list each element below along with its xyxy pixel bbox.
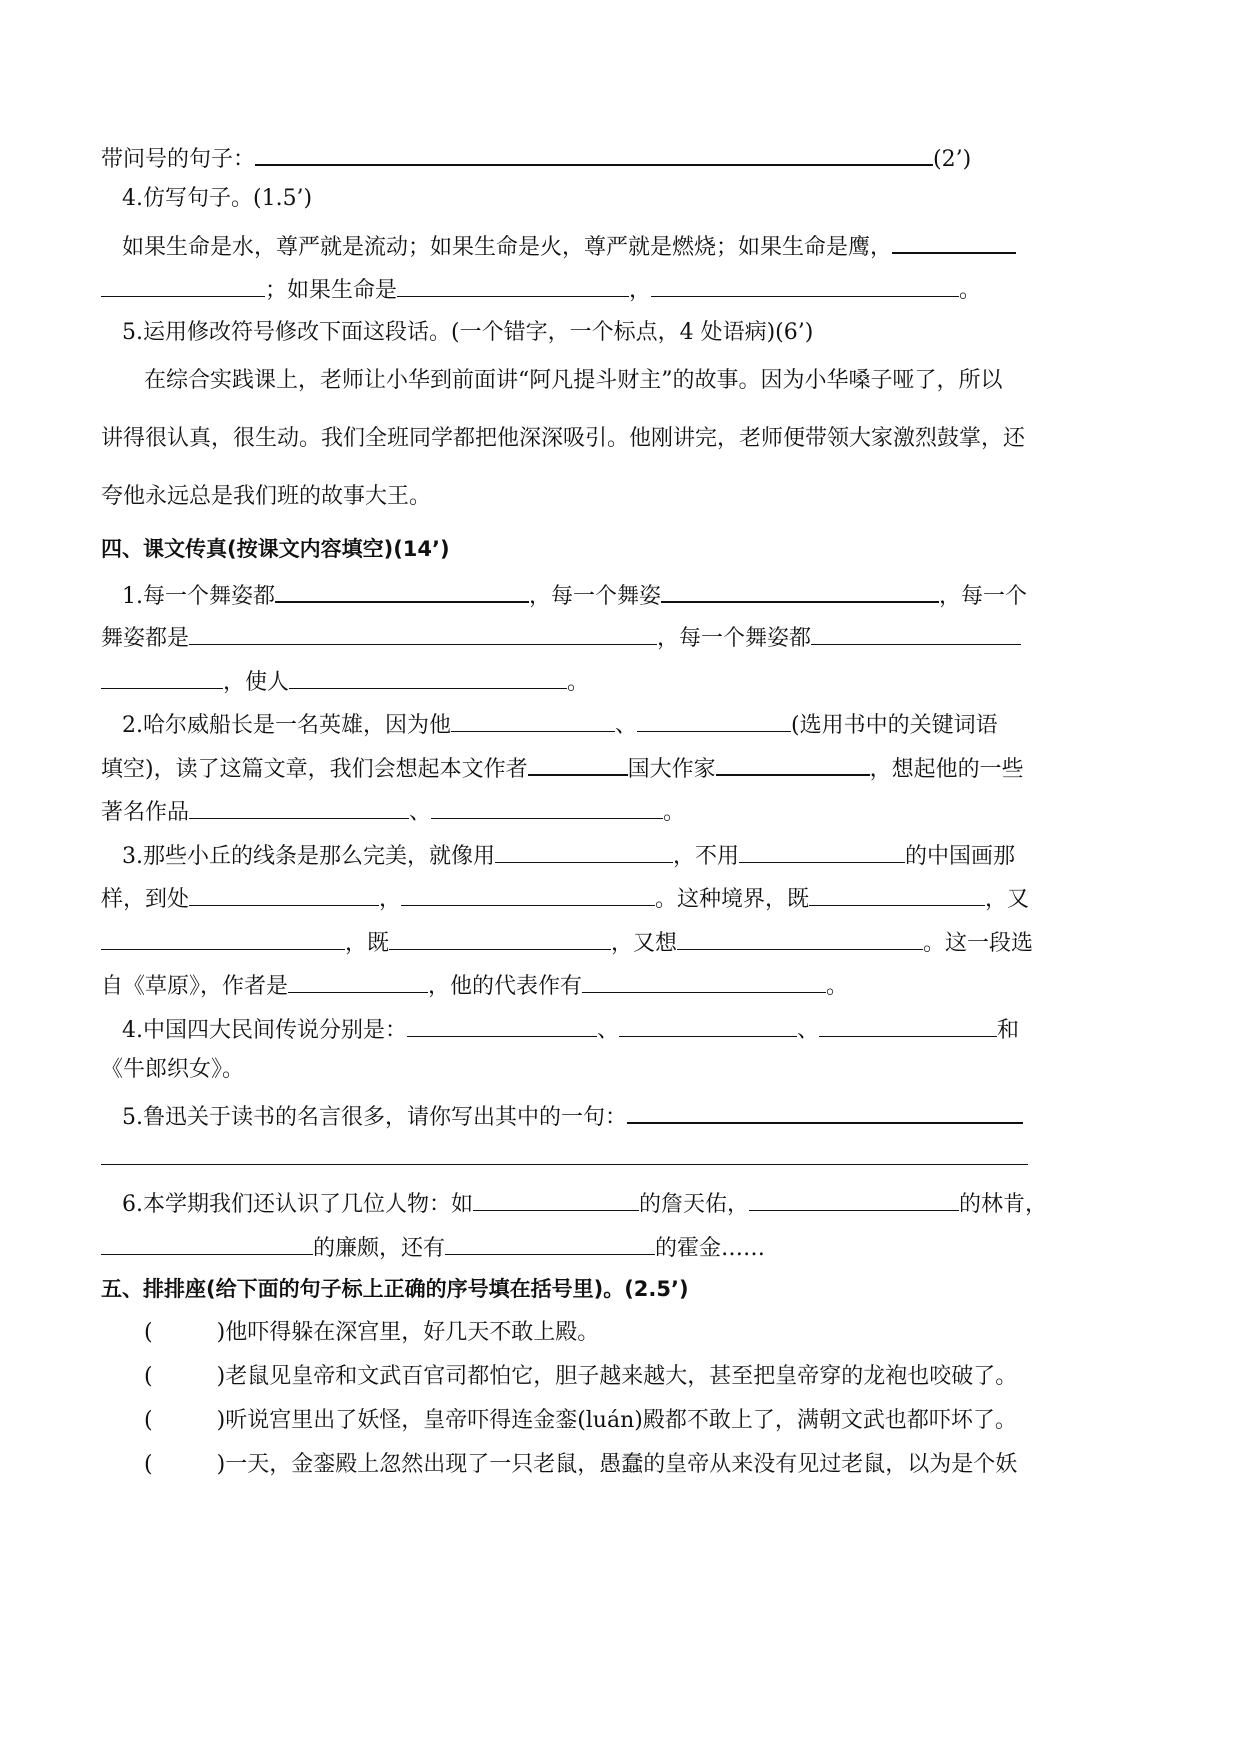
answer-blank[interactable] [397,272,629,297]
question-text: 国大作家 [627,757,716,782]
question-title: 4.仿写句子。(1.5’) [122,186,313,211]
sentence-text: 听说宫里出了妖怪，皇帝吓得连金銮(luán)殿都不敢上了，满朝文武也都吓坏了。 [225,1408,1017,1433]
answer-blank[interactable] [892,228,1016,254]
question-text: 。 [663,800,686,825]
question-text: ，不用 [673,844,740,869]
answer-blank[interactable] [661,577,939,603]
question-text: 、 [615,713,638,738]
question-text: 、 [409,800,432,825]
question-text: 和 [997,1018,1020,1043]
question-row [101,1230,765,1260]
answer-blank[interactable] [619,1012,797,1037]
paren-open: ( [144,1408,153,1433]
paragraph-line: 在综合实践课上，老师让小华到前面讲“阿凡提斗财主”的故事。因为小华嗓子哑了，所以 [144,368,1003,393]
question-text: 自《草原》，作者是 [101,974,289,999]
question-text: ，每一个舞姿都 [657,626,812,651]
ordering-item [144,1406,1017,1436]
answer-blank[interactable] [288,968,428,993]
question-text: ，他的代表作有 [428,974,583,999]
answer-blank[interactable] [739,838,905,863]
sentence-text: 他吓得躲在深宫里，好几天不敢上殿。 [225,1320,600,1345]
question-text: 5.鲁迅关于读书的名言很多，请你写出其中的一句： [122,1105,627,1130]
question-text: 。这种境界，既 [655,887,810,912]
question-row [101,881,1029,911]
question-text: 的中国画那 [905,844,1016,869]
answer-blank[interactable] [809,881,985,906]
question-label: 带问号的句子： [101,147,256,172]
question-row [101,750,1024,780]
answer-blank[interactable] [189,794,409,819]
paren-open: ( [144,1364,153,1389]
question-text: 《牛郎织女》。 [101,1057,245,1082]
question-text: 。这一段选 [923,931,1034,956]
answer-blank[interactable] [275,577,529,603]
answer-blank[interactable] [101,272,265,297]
question-row [122,1098,1023,1128]
question-row [122,228,1016,258]
answer-blank[interactable] [811,620,1021,645]
answer-blank[interactable] [451,707,615,732]
question-text: 、 [797,1018,820,1043]
answer-blank[interactable] [401,881,655,906]
paren-close: ) [216,1320,226,1345]
question-text: 6.本学期我们还认识了几位人物：如 [122,1192,473,1217]
answer-blank[interactable] [819,1012,997,1037]
answer-blank[interactable] [289,664,567,689]
question-row [122,707,998,737]
question-text: 著名作品 [101,800,190,825]
question-text: 的霍金…… [655,1236,766,1261]
question-text: 。 [959,278,982,303]
answer-blank[interactable] [101,1230,313,1255]
question-text: 的林肯， [959,1192,1048,1217]
question-text: 。 [567,670,590,695]
question-text: ，每一个 [939,584,1028,609]
question-row [101,794,685,824]
question-text: ，又想 [611,931,678,956]
question-row [101,664,589,694]
paren-close: ) [216,1364,226,1389]
answer-blank[interactable] [431,794,663,819]
answer-blank[interactable] [627,1098,1023,1124]
ordering-item [144,1450,1017,1480]
question-row [122,1012,1019,1042]
question-text: 舞姿都是 [101,626,190,651]
answer-blank[interactable] [189,620,657,645]
question-text: 的詹天佑， [639,1192,750,1217]
question-text: ，既 [345,931,390,956]
question-text: ，又 [985,887,1030,912]
answer-blank[interactable] [651,272,959,297]
answer-blank[interactable] [389,925,611,950]
question-text: 填空)，读了这篇文章，我们会想起本文作者 [101,757,528,782]
question-text: 的廉颇，还有 [313,1236,446,1261]
answer-blank[interactable] [255,140,933,166]
answer-blank[interactable] [582,968,826,993]
question-text: 样，到处 [101,887,190,912]
ordering-item [144,1318,599,1348]
section-heading: 五、排排座(给下面的句子标上正确的序号填在括号里)。(2.5’) [101,1277,689,1301]
sentence-text: 一天，金銮殿上忽然出现了一只老鼠，愚蠢的皇帝从来没有见过老鼠，以为是个妖 [225,1452,1018,1477]
answer-blank[interactable] [101,925,345,950]
paren-close: ) [216,1452,226,1477]
points: (2’) [933,147,972,172]
question-row [101,140,971,170]
ordering-item [144,1362,1017,1392]
question-text: ，想起他的一些 [869,757,1024,782]
question-title: 5.运用修改符号修改下面这段话。(一个错字，一个标点，4 处语病)(6’) [122,320,814,345]
answer-blank[interactable] [445,1230,655,1255]
question-text: ；如果生命是 [265,278,398,303]
answer-blank[interactable] [637,707,791,732]
question-row [101,968,848,998]
paren-open: ( [144,1452,153,1477]
section-heading: 四、课文传真(按课文内容填空)(14’) [101,537,450,561]
question-row [101,620,1021,650]
question-text: 4.中国四大民间传说分别是： [122,1018,407,1043]
question-text: ，使人 [223,670,290,695]
paragraph-line: 夸他永远总是我们班的故事大王。 [101,484,432,509]
answer-blank[interactable] [677,925,923,950]
answer-blank[interactable] [189,881,379,906]
answer-blank[interactable] [407,1012,597,1037]
sentence-text: 老鼠见皇帝和文武百官司都怕它，胆子越来越大，甚至把皇帝穿的龙袍也咬破了。 [225,1364,1018,1389]
paragraph-line: 讲得很认真，很生动。我们全班同学都把他深深吸引。他刚讲完，老师便带领大家激烈鼓掌，还 [101,426,1026,451]
paren-close: ) [216,1408,226,1433]
question-row [101,272,981,302]
answer-blank[interactable] [101,664,223,689]
answer-blank[interactable] [716,750,870,776]
answer-blank[interactable] [473,1186,639,1211]
question-text: (选用书中的关键词语 [791,713,998,738]
question-text: 、 [597,1018,620,1043]
question-text: ，每一个舞姿 [529,584,662,609]
question-row [122,577,1027,607]
answer-blank[interactable] [749,1186,959,1211]
answer-blank[interactable] [495,838,673,863]
question-row [101,925,1033,955]
question-row [122,1186,1047,1216]
question-text: 3.那些小丘的线条是那么完美，就像用 [122,844,495,869]
question-row [122,838,1015,868]
answer-blank[interactable] [528,750,628,776]
answer-blank-full-line[interactable] [101,1164,1028,1165]
question-text: ， [379,887,402,912]
question-text: 1.每一个舞姿都 [122,584,275,609]
question-text: 2.哈尔威船长是一名英雄，因为他 [122,713,451,738]
paren-open: ( [144,1320,153,1345]
question-text: ， [629,278,652,303]
question-text: 。 [826,974,849,999]
question-text: 如果生命是水，尊严就是流动；如果生命是火，尊严就是燃烧；如果生命是鹰， [122,235,893,260]
